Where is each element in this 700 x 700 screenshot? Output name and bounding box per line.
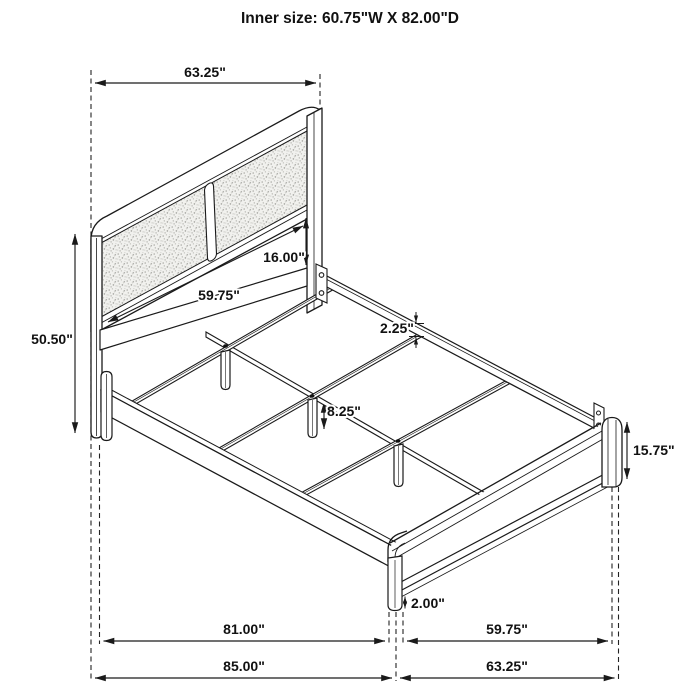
footboard-face xyxy=(391,425,619,597)
slat-1-bolt xyxy=(223,344,228,348)
dim-label-headboard-width: 63.25" xyxy=(184,64,226,80)
right-rail-body xyxy=(325,275,611,437)
dim-label-rail-thickness: 2.25" xyxy=(380,320,414,336)
dim-label-panel-to-rail: 16.00" xyxy=(263,249,305,265)
dim-label-footboard-inner-width: 59.75" xyxy=(486,621,528,637)
slat-3-bolt xyxy=(396,439,401,443)
dim-label-headboard-height: 50.50" xyxy=(31,331,73,347)
dim-label-footboard-height: 15.75" xyxy=(633,442,675,458)
footboard xyxy=(388,418,622,611)
dim-label-inner-rail-length: 81.00" xyxy=(223,621,265,637)
diagram-title: Inner size: 60.75"W X 82.00"D xyxy=(240,10,460,27)
bracket-bolt-1 xyxy=(319,273,324,278)
slat-2 xyxy=(212,331,423,457)
dim-label-overall-length: 85.00" xyxy=(223,658,265,674)
left-side-rail xyxy=(101,372,401,571)
footboard-right-post xyxy=(602,418,622,488)
slat-2-topline xyxy=(212,333,423,454)
dim-label-ground-clearance: 2.00" xyxy=(411,595,445,611)
dim-label-headboard-inner-width: 59.75" xyxy=(198,287,240,303)
right-rail-bottom-edge xyxy=(325,286,611,437)
bracket-bolt-2 xyxy=(319,291,324,296)
slat-2-bolt xyxy=(310,394,315,398)
dim-label-footboard-width: 63.25" xyxy=(486,658,528,674)
headboard xyxy=(91,107,322,438)
dim-label-leg-height: 8.25" xyxy=(327,403,361,419)
bracket-bolt-3 xyxy=(597,411,601,415)
dimension-lines xyxy=(75,83,627,678)
right-rail-headboard-bracket xyxy=(316,264,327,303)
